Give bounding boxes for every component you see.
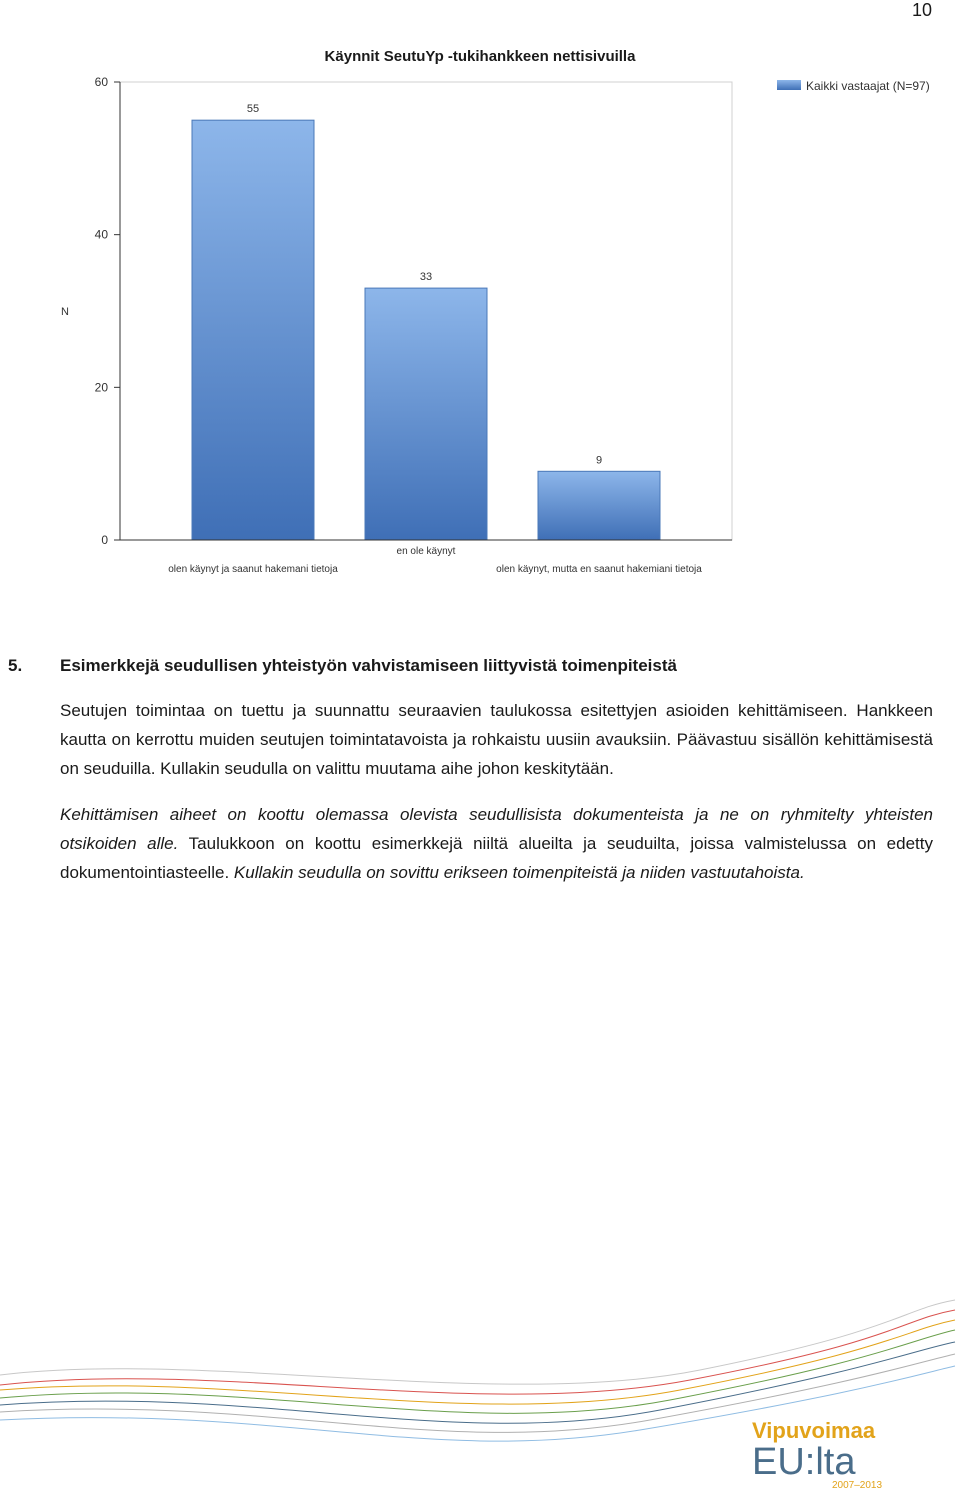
paragraph-2-italic-b: Kullakin seudulla on sovittu erikseen toimenpiteistä ja niiden vastuutahoista. — [229, 863, 805, 882]
y-tick-label: 40 — [94, 227, 108, 242]
section-number: 5. — [8, 656, 23, 675]
legend-swatch — [777, 80, 801, 90]
paragraph-2 — [60, 800, 933, 887]
page-number: 10 — [911, 0, 932, 20]
legend — [777, 79, 930, 93]
logo-line-2: EU:lta — [752, 1441, 856, 1483]
bar-value-label: 55 — [246, 103, 260, 116]
logo-line-1: Vipuvoimaa — [752, 1418, 876, 1443]
bar — [365, 288, 487, 540]
y-axis-label: N — [61, 306, 69, 318]
legend-label: Kaikki vastaajat (N=97) — [806, 79, 930, 93]
paragraph-2-italic-a: Kehittämisen aiheet on koottu olemassa olevista seudullisista dokumenteista ja ne on ryhmitelty yhteisten otsikoiden alle. — [60, 805, 933, 853]
paragraph-2-regular: Taulukkoon on koottu esimerkkejä niiltä alueilta ja seuduilta, joissa valmistelussa on edetty dokumentointiasteelle. — [60, 834, 933, 882]
y-tick-label: 60 — [94, 75, 108, 89]
chart-title: Käynnit SeutuYp -tukihankkeen nettisivuilla — [324, 48, 636, 65]
bar — [538, 471, 660, 540]
x-category-label: olen käynyt ja saanut hakemani tietoja — [168, 564, 338, 575]
bar-chart — [0, 70, 960, 590]
logo-years: 2007–2013 — [832, 1480, 883, 1491]
x-category-label: en ole käynyt — [396, 546, 456, 557]
y-tick-label: 0 — [101, 533, 108, 547]
bar-value-label: 33 — [419, 271, 433, 284]
logo — [752, 1418, 882, 1491]
bar — [192, 120, 314, 540]
x-category-label: olen käynyt, mutta en saanut hakemiani tietoja — [496, 564, 702, 575]
y-tick-label: 20 — [94, 380, 108, 395]
bar-value-label: 9 — [595, 454, 603, 467]
paragraph-1: Seutujen toimintaa on tuettu ja suunnattu seuraavien taulukossa esitettyjen asioiden kehittämiseen. Hankkeen kautta on kerrottu muiden seutujen toimintatavoista ja rohkaistu uusiin avauksiin. Päävastuu sisällön kehittämisestä on seuduilla. Kullakin seudulla on valittu muutama aihe johon keskitytään. — [60, 701, 933, 778]
section-title: Esimerkkejä seudullisen yhteistyön vahvistamiseen liittyvistä toimenpiteistä — [60, 656, 677, 675]
section-heading — [8, 656, 677, 676]
